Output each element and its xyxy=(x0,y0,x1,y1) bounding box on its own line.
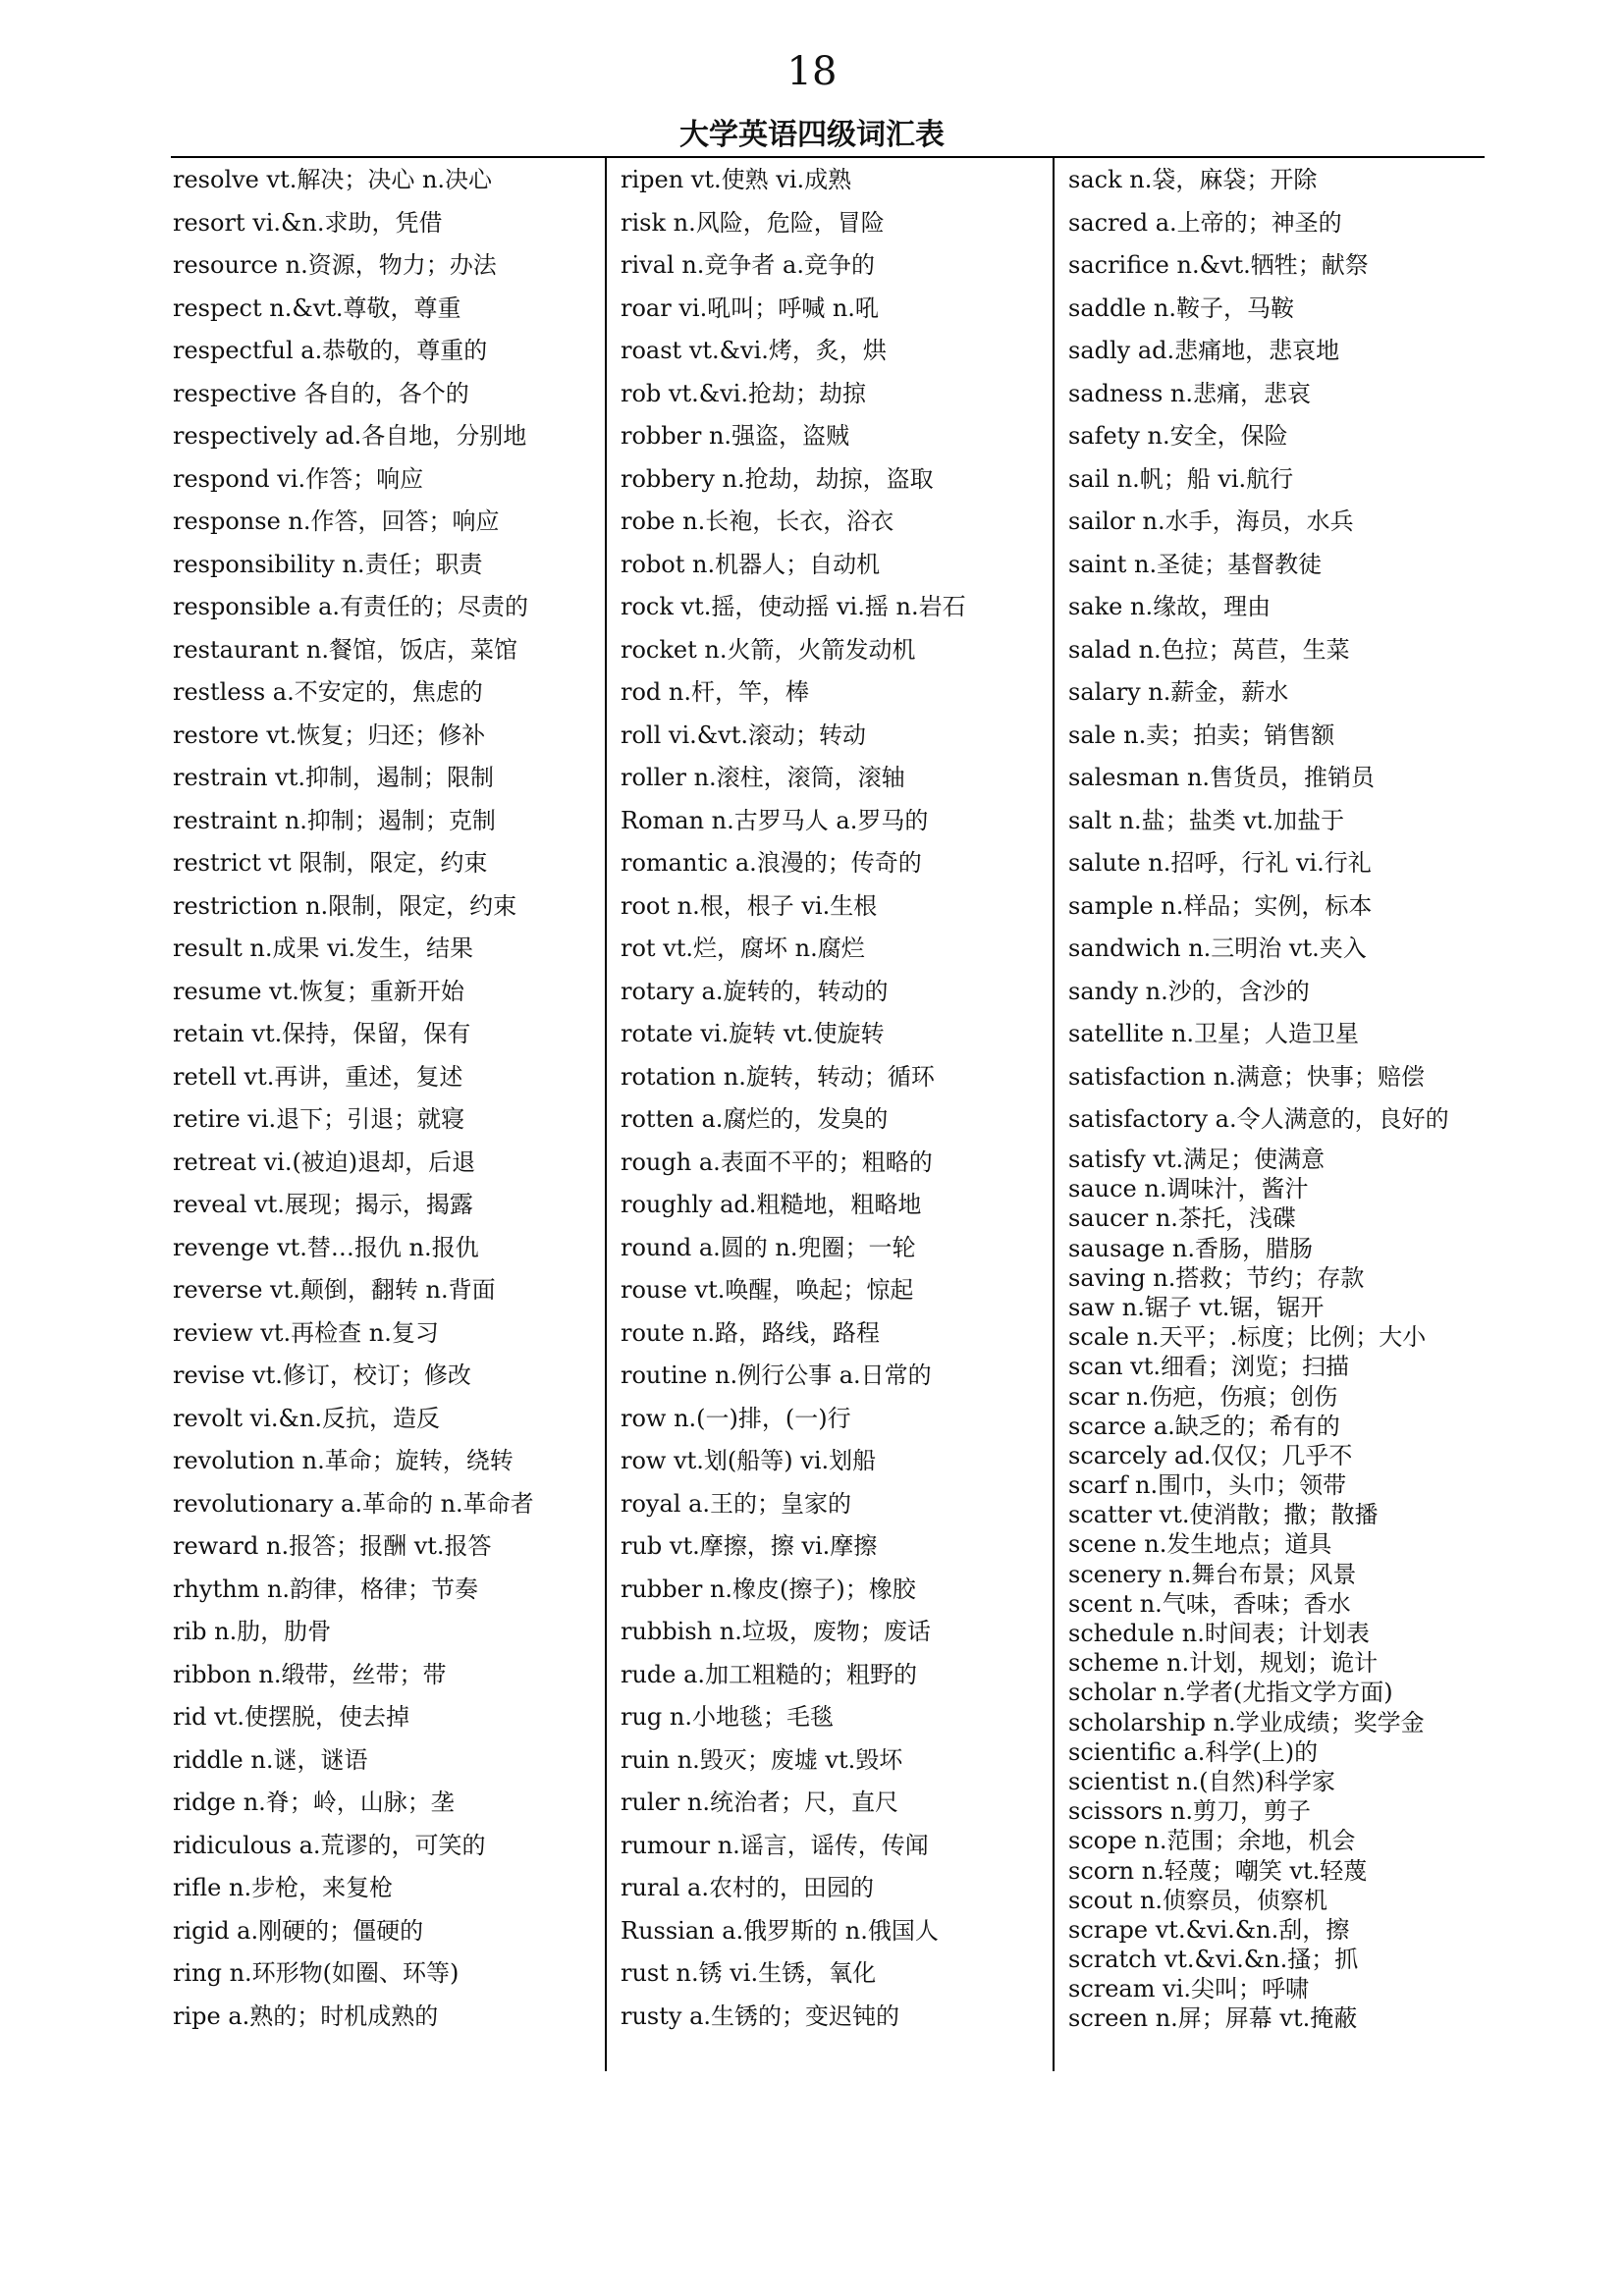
vocab-entry: satellite n.卫星；人造卫星 xyxy=(1068,1020,1360,1047)
vocab-entry: rouse vt.唤醒，唤起；惊起 xyxy=(621,1276,914,1304)
vocab-entry: retell vt.再讲，重述，复述 xyxy=(173,1062,463,1091)
vocab-entry: satisfy vt.满足；使满意 xyxy=(1068,1146,1326,1173)
vocab-entry: respond vi.作答；响应 xyxy=(173,464,424,493)
vocab-entry: salt n.盐；盐类 vt.加盐于 xyxy=(1068,806,1345,834)
vocab-entry: rot vt.烂，腐坏 n.腐烂 xyxy=(621,934,865,962)
vocab-entry: rhythm n.韵律，格律；节奏 xyxy=(173,1575,479,1603)
vocab-entry: rubber n.橡皮(擦子)；橡胶 xyxy=(621,1575,916,1603)
vocab-entry: rumour n.谣言，谣传，传闻 xyxy=(621,1831,929,1859)
vocab-entry: salad n.色拉；莴苣，生菜 xyxy=(1068,635,1350,664)
vocab-entry: rude a.加工粗糙的；粗野的 xyxy=(621,1660,918,1688)
vocab-entry: ridge n.脊；岭，山脉；垄 xyxy=(173,1789,455,1816)
vocab-entry: restrain vt.抑制，遏制；限制 xyxy=(173,764,495,791)
vocab-entry: scientific a.科学(上)的 xyxy=(1068,1737,1319,1766)
column-1 xyxy=(173,159,595,2038)
vocab-entry: reveal vt.展现；揭示，揭露 xyxy=(173,1191,473,1218)
vocab-entry: riddle n.谜，谜语 xyxy=(173,1745,368,1774)
vocab-entry: rocket n.火箭，火箭发动机 xyxy=(621,635,916,664)
vocab-entry: sauce n.调味汁，酱汁 xyxy=(1068,1175,1309,1203)
vocab-entry: rotate vi.旋转 vt.使旋转 xyxy=(621,1020,885,1047)
vocab-entry: rid vt.使摆脱，使去掉 xyxy=(173,1703,409,1731)
vocab-entry: reverse vt.颠倒，翻转 n.背面 xyxy=(173,1276,496,1304)
vocab-entry: ribbon n.缎带，丝带；带 xyxy=(173,1660,447,1688)
page-number: 18 xyxy=(786,49,838,94)
vocab-entry: rob vt.&vi.抢劫；劫掠 xyxy=(621,379,866,407)
header-rule xyxy=(171,156,1485,158)
vocab-entry: romantic a.浪漫的；传奇的 xyxy=(621,849,922,877)
vocab-entry: scholarship n.学业成绩；奖学金 xyxy=(1068,1708,1425,1736)
vocab-entry: restriction n.限制，限定，约束 xyxy=(173,891,517,920)
vocab-entry: scatter vt.使消散；撒；散播 xyxy=(1068,1501,1379,1529)
vocab-entry: risk n.风险，危险，冒险 xyxy=(621,208,885,237)
column-divider-2 xyxy=(1053,157,1055,2071)
vocab-entry: responsible a.有责任的；尽责的 xyxy=(173,593,529,620)
vocab-entry: retain vt.保持，保留，保有 xyxy=(173,1020,471,1047)
vocab-entry: respectful a.恭敬的，尊重的 xyxy=(173,337,488,364)
vocab-entry: scissors n.剪刀，剪子 xyxy=(1068,1797,1312,1826)
vocab-entry: rock vt.摇，使动摇 vi.摇 n.岩石 xyxy=(621,593,966,620)
vocab-entry: saving n.搭救；节约；存款 xyxy=(1068,1263,1365,1292)
vocab-entry: respectively ad.各自地，分别地 xyxy=(173,422,527,450)
vocab-entry: rival n.竞争者 a.竞争的 xyxy=(621,251,875,279)
vocab-entry: response n.作答，回答；响应 xyxy=(173,507,500,535)
vocab-entry: saint n.圣徒；基督教徒 xyxy=(1068,550,1323,578)
vocab-entry: routine n.例行公事 a.日常的 xyxy=(621,1362,932,1389)
vocab-entry: revolutionary a.革命的 n.革命者 xyxy=(173,1489,534,1518)
page-title: 大学英语四级词汇表 xyxy=(679,118,945,152)
vocab-entry: revenge vt.替…报仇 n.报仇 xyxy=(173,1233,479,1261)
vocab-entry: salesman n.售货员，推销员 xyxy=(1068,764,1376,791)
vocab-entry: ripe a.熟的；时机成熟的 xyxy=(173,2002,439,2030)
vocab-entry: sadness n.悲痛，悲哀 xyxy=(1068,379,1311,407)
vocab-entry: scarcely ad.仅仅；几乎不 xyxy=(1068,1441,1353,1469)
vocab-entry: ripen vt.使熟 vi.成熟 xyxy=(621,166,852,193)
vocab-entry: rotation n.旋转，转动；循环 xyxy=(621,1062,935,1091)
vocab-entry: sadly ad.悲痛地，悲哀地 xyxy=(1068,337,1340,364)
vocab-entry: sausage n.香肠，腊肠 xyxy=(1068,1234,1313,1262)
vocab-entry: sailor n.水手，海员，水兵 xyxy=(1068,507,1354,535)
vocab-entry: restless a.不安定的，焦虑的 xyxy=(173,678,483,706)
vocab-entry: scarf n.围巾，头巾；领带 xyxy=(1068,1471,1347,1500)
vocab-entry: Russian a.俄罗斯的 n.俄国人 xyxy=(621,1916,939,1945)
vocab-entry: resume vt.恢复；重新开始 xyxy=(173,977,464,1005)
vocab-entry: resource n.资源，物力；办法 xyxy=(173,251,497,279)
vocab-entry: rug n.小地毯；毛毯 xyxy=(621,1703,835,1731)
vocab-entry: rod n.杆，竿，棒 xyxy=(621,678,809,706)
vocab-entry: respect n.&vt.尊敬，尊重 xyxy=(173,294,461,322)
vocab-entry: sake n.缘故，理由 xyxy=(1068,593,1272,620)
vocab-entry: review vt.再检查 n.复习 xyxy=(173,1318,439,1347)
vocab-entry: ruin n.毁灭；废墟 vt.毁坏 xyxy=(621,1745,903,1774)
vocab-entry: ruler n.统治者；尺，直尺 xyxy=(621,1789,898,1816)
vocab-entry: rural a.农村的，田园的 xyxy=(621,1874,874,1901)
column-3 xyxy=(1068,159,1510,1142)
vocab-entry: restore vt.恢复；归还；修补 xyxy=(173,721,486,749)
vocab-entry: sack n.袋，麻袋；开除 xyxy=(1068,166,1318,193)
vocab-entry: schedule n.时间表；计划表 xyxy=(1068,1620,1370,1647)
vocab-entry: scholar n.学者(尤指文学方面) xyxy=(1068,1679,1393,1707)
vocab-entry: safety n.安全，保险 xyxy=(1068,422,1288,450)
vocab-entry: responsibility n.责任；职责 xyxy=(173,550,483,578)
vocab-entry: scorn n.轻蔑；嘲笑 vt.轻蔑 xyxy=(1068,1856,1368,1885)
vocab-entry: roar vi.吼叫；呼喊 n.吼 xyxy=(621,294,879,322)
vocab-entry: resort vi.&n.求助，凭借 xyxy=(173,208,443,237)
vocab-entry: row n.(一)排，(一)行 xyxy=(621,1404,851,1432)
vocab-entry: sample n.样品；实例，标本 xyxy=(1068,891,1373,920)
vocab-entry: screen n.屏；屏幕 vt.掩蔽 xyxy=(1068,2004,1358,2033)
vocab-entry: scratch vt.&vi.&n.搔；抓 xyxy=(1068,1946,1359,1974)
column-3-continued xyxy=(1068,1145,1510,2034)
vocab-entry: route n.路，路线，路程 xyxy=(621,1318,880,1347)
vocab-entry: sail n.帆；船 vi.航行 xyxy=(1068,464,1294,493)
vocab-entry: scope n.范围；余地，机会 xyxy=(1068,1827,1356,1855)
vocab-entry: roll vi.&vt.滚动；转动 xyxy=(621,721,866,749)
vocab-entry: restraint n.抑制；遏制；克制 xyxy=(173,806,496,834)
vocab-entry: royal a.王的；皇家的 xyxy=(621,1489,852,1518)
vocab-entry: sale n.卖；拍卖；销售额 xyxy=(1068,721,1335,749)
vocab-entry: salary n.薪金，薪水 xyxy=(1068,678,1289,706)
vocab-entry: resolve vt.解决；决心 n.决心 xyxy=(173,166,493,193)
vocab-entry: sacred a.上帝的；神圣的 xyxy=(1068,208,1342,237)
vocab-entry: rubbish n.垃圾，废物；废话 xyxy=(621,1618,931,1645)
vocab-entry: root n.根，根子 vi.生根 xyxy=(621,891,878,920)
vocab-entry: revolution n.革命；旋转，绕转 xyxy=(173,1447,514,1474)
vocab-entry: retreat vi.(被迫)退却，后退 xyxy=(173,1148,476,1176)
vocab-entry: rib n.肋，肋骨 xyxy=(173,1618,332,1645)
vocab-entry: satisfaction n.满意；快事；赔偿 xyxy=(1068,1062,1425,1091)
vocab-entry: sandwich n.三明治 vt.夹入 xyxy=(1068,934,1367,962)
vocab-entry: scheme n.计划，规划；诡计 xyxy=(1068,1649,1379,1678)
vocab-entry: retire vi.退下；引退；就寝 xyxy=(173,1105,465,1133)
vocab-entry: scarce a.缺乏的；希有的 xyxy=(1068,1412,1340,1440)
vocab-entry: scenery n.舞台布景；风景 xyxy=(1068,1560,1357,1588)
vocab-entry: scar n.伤疤，伤痕；创伤 xyxy=(1068,1382,1338,1411)
vocab-entry: ridiculous a.荒谬的，可笑的 xyxy=(173,1831,486,1859)
column-2 xyxy=(621,159,1043,2038)
vocab-entry: scout n.侦察员，侦察机 xyxy=(1068,1886,1328,1914)
vocab-entry: rough a.表面不平的；粗略的 xyxy=(621,1148,933,1176)
vocab-entry: robot n.机器人；自动机 xyxy=(621,550,881,578)
vocab-entry: row vt.划(船等) vi.划船 xyxy=(621,1447,877,1474)
vocab-entry: ring n.环形物(如圈、环等) xyxy=(173,1959,460,1987)
vocab-entry: robber n.强盗，盗贼 xyxy=(621,422,850,450)
vocab-entry: rigid a.刚硬的；僵硬的 xyxy=(173,1916,424,1945)
vocab-entry: scientist n.(自然)科学家 xyxy=(1068,1767,1335,1795)
vocab-entry: rotten a.腐烂的，发臭的 xyxy=(621,1105,889,1133)
vocab-entry: restrict vt 限制，限定，约束 xyxy=(173,849,488,877)
vocab-entry: salute n.招呼，行礼 vi.行礼 xyxy=(1068,849,1372,877)
vocab-entry: scent n.气味，香味；香水 xyxy=(1068,1589,1351,1618)
vocab-entry: rotary a.旋转的，转动的 xyxy=(621,977,889,1005)
vocab-entry: scene n.发生地点；道具 xyxy=(1068,1530,1332,1559)
vocab-entry: saucer n.茶托，浅碟 xyxy=(1068,1204,1296,1233)
vocab-entry: scrape vt.&vi.&n.刮，擦 xyxy=(1068,1915,1350,1944)
vocab-entry: rusty a.生锈的；变迟钝的 xyxy=(621,2002,900,2030)
vocab-entry: rust n.锈 vi.生锈，氧化 xyxy=(621,1959,877,1987)
vocab-entry: sandy n.沙的，含沙的 xyxy=(1068,977,1310,1005)
vocab-entry: saw n.锯子 vt.锯，锯开 xyxy=(1068,1293,1325,1321)
vocab-entry: Roman n.古罗马人 a.罗马的 xyxy=(621,806,929,834)
vocab-entry: restaurant n.餐馆，饭店，菜馆 xyxy=(173,635,517,664)
vocab-entry: scan vt.细看；浏览；扫描 xyxy=(1068,1353,1349,1381)
vocab-entry: roller n.滚柱，滚筒，滚轴 xyxy=(621,764,905,791)
vocab-entry: scale n.天平；.标度；比例；大小 xyxy=(1068,1323,1427,1352)
vocab-entry: respective 各自的，各个的 xyxy=(173,379,469,407)
vocab-entry: round a.圆的 n.兜圈；一轮 xyxy=(621,1233,916,1261)
vocab-entry: revolt vi.&n.反抗，造反 xyxy=(173,1404,440,1432)
vocab-entry: robe n.长袍，长衣，浴衣 xyxy=(621,507,894,535)
vocab-entry: result n.成果 vi.发生，结果 xyxy=(173,934,473,962)
vocab-entry: roast vt.&vi.烤，炙，烘 xyxy=(621,337,887,364)
vocab-entry: sacrifice n.&vt.牺牲；献祭 xyxy=(1068,251,1369,279)
vocab-entry: rifle n.步枪，来复枪 xyxy=(173,1874,394,1901)
vocab-entry: roughly ad.粗糙地，粗略地 xyxy=(621,1191,922,1218)
vocab-entry: reward n.报答；报酬 vt.报答 xyxy=(173,1532,492,1560)
column-divider-1 xyxy=(605,157,607,2071)
vocab-entry: satisfactory a.令人满意的，良好的 xyxy=(1068,1105,1449,1133)
vocab-entry: saddle n.鞍子，马鞍 xyxy=(1068,294,1294,322)
vocab-entry: revise vt.修订，校订；修改 xyxy=(173,1362,471,1389)
vocab-entry: robbery n.抢劫，劫掠，盗取 xyxy=(621,464,934,493)
vocab-entry: scream vi.尖叫；呼啸 xyxy=(1068,1975,1309,2003)
vocab-entry: rub vt.摩擦，擦 vi.摩擦 xyxy=(621,1532,878,1560)
